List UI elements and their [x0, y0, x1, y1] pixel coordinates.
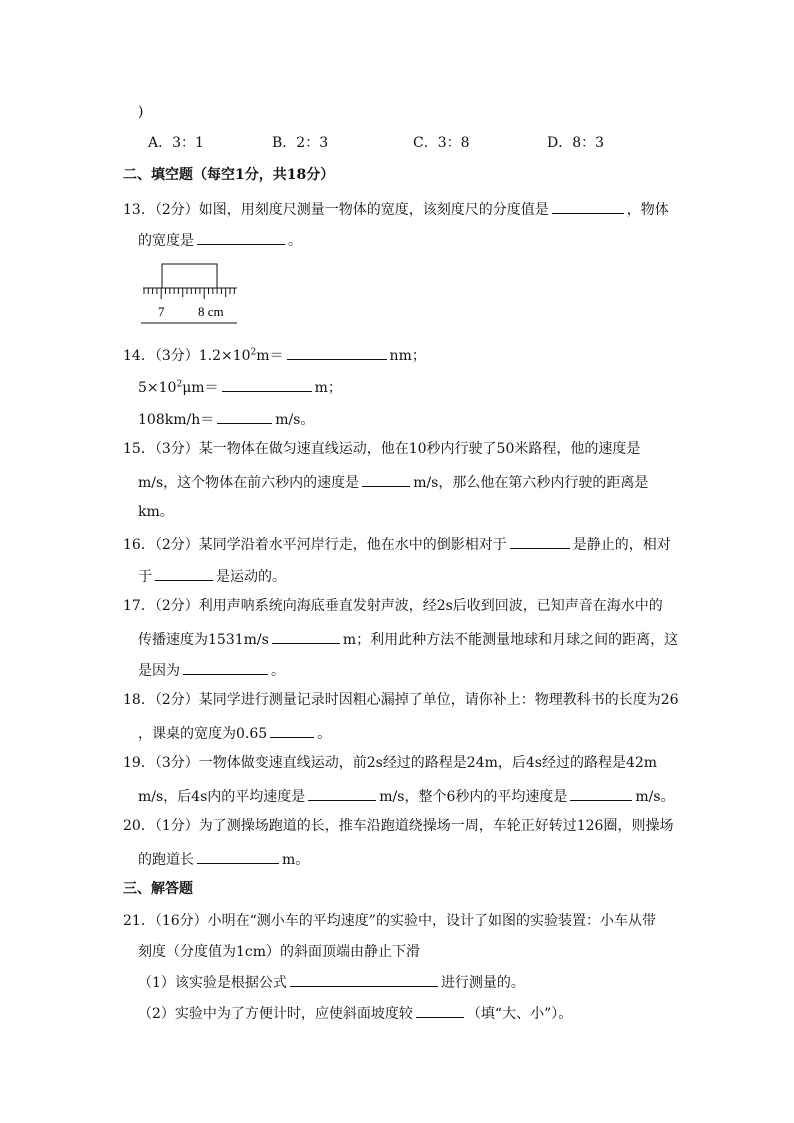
q16-line2	[138, 566, 286, 586]
ruler-ticks	[144, 288, 234, 299]
q13-text-b: ，物体	[626, 202, 669, 218]
q19-line1: 19．（3分）一物体做变速直线运动，前2s经过的路程是24m，后4s经过的路程是42m	[123, 755, 658, 771]
q14-blank1[interactable]	[287, 345, 387, 360]
q14-text-f: m；	[314, 380, 342, 396]
q14-blank2[interactable]	[222, 377, 312, 392]
q14-text-h: m/s。	[275, 412, 315, 428]
q21-sub1	[138, 972, 525, 992]
q16-text-c: 于	[138, 569, 152, 585]
q14-text-e: μm＝	[182, 380, 219, 396]
q14-text-c: nm；	[389, 348, 426, 364]
q21-sub2-text-a: （2）实验中为了方便计时，应使斜面坡度较	[138, 1006, 413, 1022]
q15-line3: km。	[138, 504, 174, 520]
q17-blank2[interactable]	[183, 660, 268, 675]
q18-line1: 18．（2分）某同学进行测量记录时因粗心漏掉了单位，请你补上：物理教科书的长度为26	[123, 692, 679, 708]
option-d: D．8：3	[547, 135, 605, 151]
q13-text-a: 13．（2分）如图，用刻度尺测量一物体的宽度，该刻度尺的分度值是	[123, 202, 549, 218]
q19-text-b: m/s，整个6秒内的平均速度是	[379, 789, 568, 805]
q17-text-a: 传播速度为1531m/s	[138, 632, 269, 648]
q14-exp2: 2	[176, 379, 183, 390]
q14-text-d: 5×10	[138, 380, 177, 396]
q17-line1: 17．（2分）利用声呐系统向海底垂直发射声波，经2s后收到回波，已知声音在海水中的	[123, 598, 663, 614]
q14-text-a: 14．（3分）1.2×10	[123, 348, 251, 364]
q19-text-a: m/s，后4s内的平均速度是	[138, 789, 306, 805]
option-b: B．2：3	[272, 135, 329, 151]
q20-text-a: 的跑道长	[138, 852, 194, 868]
q21-sub2-text-b: （填“大、小”）。	[466, 1006, 573, 1022]
q15-text-b: m/s，那么他在第六秒内行驶的距离是	[413, 475, 649, 491]
q20-line1: 20．（1分）为了测操场跑道的长，推车沿跑道绕操场一周，车轮正好转过126圈，则操场	[123, 818, 674, 834]
q14-blank3[interactable]	[217, 409, 272, 424]
section3-title: 三、解答题	[123, 881, 193, 897]
q21-line2: 刻度（分度值为1cm）的斜面顶端由静止下滑	[138, 944, 421, 960]
option-a: A．3：1	[148, 135, 204, 151]
ruler-figure	[138, 260, 242, 328]
q17-blank1[interactable]	[272, 629, 340, 644]
q16-text-d: 是运动的。	[216, 569, 286, 585]
q14-line3	[138, 409, 314, 429]
q21-blank2[interactable]	[416, 1003, 464, 1018]
q17-text-d: 。	[271, 663, 285, 679]
q19-blank1[interactable]	[308, 786, 376, 801]
q13-blank1[interactable]	[552, 199, 624, 214]
q21-blank1[interactable]	[290, 972, 438, 987]
q17-text-b: m；利用此种方法不能测量地球和月球之间的距离，这	[342, 632, 679, 648]
q14-text-g: 108km/h＝	[138, 412, 215, 428]
section2-title: 二、填空题（每空1分，共18分）	[123, 167, 335, 183]
q20-text-b: m。	[282, 852, 310, 868]
q16-text-a: 16．（2分）某同学沿着水平河岸行走，他在水中的倒影相对于	[123, 537, 507, 553]
q19-line2	[138, 786, 675, 806]
q20-blank1[interactable]	[197, 849, 279, 864]
q21-line1: 21．（16分）小明在“测小车的平均速度”的实验中，设计了如图的实验装置：小车从带	[123, 913, 656, 929]
q14-line1	[123, 345, 426, 365]
q21-sub1-text-a: （1）该实验是根据公式	[138, 975, 287, 991]
q13-line1	[123, 199, 669, 219]
q14-line2	[138, 377, 342, 397]
q19-blank2[interactable]	[570, 786, 632, 801]
top-paren: )	[138, 104, 144, 120]
option-c: C．3：8	[413, 135, 470, 151]
q16-blank1[interactable]	[510, 534, 570, 549]
q13-line2	[138, 230, 302, 250]
q17-line2	[138, 629, 678, 649]
q16-line1	[123, 534, 671, 554]
measured-block	[162, 264, 217, 288]
q16-text-b: 是静止的，相对	[572, 537, 671, 553]
ruler-label-8: 8 cm	[198, 304, 224, 319]
q15-line1: 15．（3分）某一物体在做匀速直线运动，他在10秒内行驶了50米路程，他的速度是	[123, 441, 641, 457]
q18-blank1[interactable]	[270, 723, 314, 738]
q15-blank1[interactable]	[362, 472, 410, 487]
q16-blank2[interactable]	[155, 566, 213, 581]
q13-blank2[interactable]	[197, 230, 285, 245]
q21-sub1-text-b: 进行测量的。	[440, 975, 525, 991]
q15-text-a: m/s，这个物体在前六秒内的速度是	[138, 475, 360, 491]
q18-text-a: ，课桌的宽度为0.65	[138, 726, 268, 742]
q17-text-c: 是因为	[138, 663, 180, 679]
q20-line2	[138, 849, 309, 869]
q19-text-c: m/s。	[635, 789, 675, 805]
q14-text-b: m＝	[256, 348, 284, 364]
q21-sub2	[138, 1003, 572, 1023]
q15-line2	[138, 472, 648, 492]
q13-text-d: 。	[288, 233, 302, 249]
q14-exp1: 2	[250, 347, 257, 358]
q18-line2	[138, 723, 331, 743]
q17-line3	[138, 660, 285, 680]
ruler-label-7: 7	[158, 304, 165, 319]
q13-text-c: 的宽度是	[138, 233, 194, 249]
q18-text-b: 。	[317, 726, 332, 742]
